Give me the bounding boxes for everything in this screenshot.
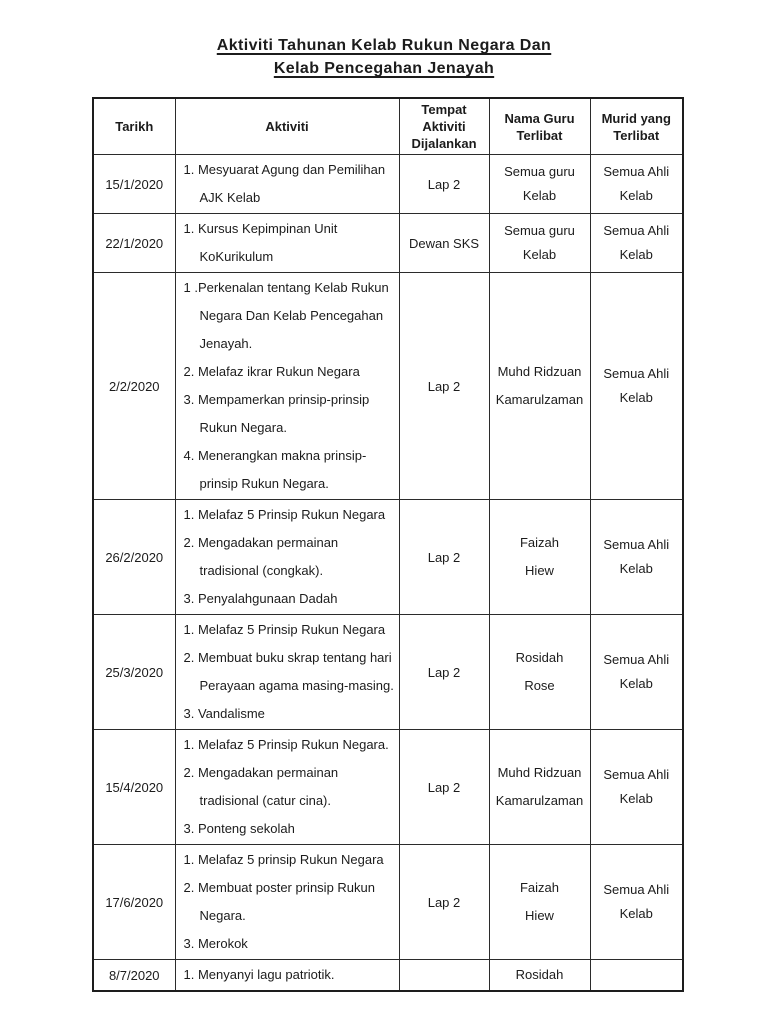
students-line: Kelab [619,676,653,691]
activity-line: 3. Vandalisme [183,706,265,721]
activity-line: 1. Mesyuarat Agung dan Pemilihan [183,162,386,177]
teacher-cell [489,155,590,214]
students-line: Semua Ahli [603,366,670,381]
activities-cell [175,960,399,992]
place-cell: Lap 2 [399,615,489,730]
title-line-1: Aktiviti Tahunan Kelab Rukun Negara Dan [216,37,552,54]
activity-line: 1. Melafaz 5 Prinsip Rukun Negara. [183,737,389,752]
students-line: Semua Ahli [603,882,670,897]
students-line: Kelab [619,561,653,576]
activities-cell [175,845,399,960]
date-cell: 25/3/2020 [93,615,175,730]
activity-line: 3. Ponteng sekolah [183,821,295,836]
activity-line: 1. Melafaz 5 Prinsip Rukun Negara [183,507,386,522]
place-cell: Lap 2 [399,273,489,500]
students-cell [590,214,683,273]
teacher-cell [489,500,590,615]
teacher-name-line: Rose [524,678,555,693]
date-cell: 8/7/2020 [93,960,175,992]
header-row [93,98,683,155]
teacher-cell [489,960,590,992]
place-cell: Lap 2 [399,845,489,960]
place-cell [399,960,489,992]
activities-cell [175,730,399,845]
activity-line: Jenayah. [199,336,253,351]
activity-line: 2. Membuat buku skrap tentang hari [183,650,392,665]
teacher-name-line: Faizah [519,880,560,895]
students-cell [590,273,683,500]
column-header-nama-guru-terlibat: Nama Guru Terlibat [489,98,590,155]
table-row [93,273,683,500]
column-header-aktiviti: Aktiviti [175,98,399,155]
activity-line: 2. Mengadakan permainan [183,765,339,780]
activity-line: 4. Menerangkan makna prinsip- [183,448,367,463]
teacher-cell [489,273,590,500]
activity-line: tradisional (catur cina). [199,793,331,808]
activity-line: prinsip Rukun Negara. [199,476,329,491]
teacher-cell [489,845,590,960]
students-line: Semua Ahli [603,652,670,667]
students-cell [590,730,683,845]
teacher-cell [489,615,590,730]
activity-line: 1. Melafaz 5 Prinsip Rukun Negara [183,622,386,637]
activity-line: 3. Mempamerkan prinsip-prinsip [183,392,370,407]
teacher-name-line: Hiew [525,908,554,923]
activity-line: Rukun Negara. [199,420,287,435]
students-line: Kelab [619,906,653,921]
activity-line: KoKurikulum [199,249,274,264]
students-cell [590,845,683,960]
activity-line: 2. Membuat poster prinsip Rukun [183,880,375,895]
document-title [0,0,768,80]
date-cell: 22/1/2020 [93,214,175,273]
table-row [93,615,683,730]
activities-cell [175,214,399,273]
activity-line: 1. Menyanyi lagu patriotik. [183,967,335,982]
date-cell: 17/6/2020 [93,845,175,960]
date-cell: 15/1/2020 [93,155,175,214]
activity-line: Perayaan agama masing-masing. [199,678,394,693]
table-row [93,500,683,615]
teacher-name-line: Kelab [522,188,557,203]
activity-line: 1. Kursus Kepimpinan Unit [183,221,338,236]
teacher-cell [489,214,590,273]
activity-line: Negara Dan Kelab Pencegahan [199,308,384,323]
students-cell [590,615,683,730]
students-cell [590,500,683,615]
students-cell [590,960,683,992]
activity-line: 2. Mengadakan permainan [183,535,339,550]
activities-cell [175,500,399,615]
place-cell: Lap 2 [399,155,489,214]
table-row [93,214,683,273]
column-header-murid-yang-terlibat: Murid yang Terlibat [590,98,683,155]
teacher-name-line: Muhd Ridzuan [497,765,582,780]
activity-line: 1. Melafaz 5 prinsip Rukun Negara [183,852,384,867]
table-row [93,960,683,992]
students-line: Semua Ahli [603,223,670,238]
activity-line: 2. Melafaz ikrar Rukun Negara [183,364,360,379]
activities-cell [175,615,399,730]
students-line: Kelab [619,791,653,806]
students-line: Kelab [619,247,653,262]
students-line: Semua Ahli [603,537,670,552]
activity-line: tradisional (congkak). [199,563,324,578]
teacher-name-line: Hiew [525,563,554,578]
title-line-2: Kelab Pencegahan Jenayah [273,60,495,77]
teacher-name-line: Semua guru [504,164,575,179]
students-line: Semua Ahli [603,164,670,179]
activity-line: Negara. [199,908,246,923]
table-row [93,730,683,845]
activity-line: 3. Penyalahgunaan Dadah [183,591,338,606]
teacher-name-line: Rosidah [515,967,564,982]
table-row [93,845,683,960]
date-cell: 2/2/2020 [93,273,175,500]
teacher-name-line: Kamarulzaman [495,793,584,808]
place-cell: Lap 2 [399,730,489,845]
column-header-tarikh: Tarikh [93,98,175,155]
students-line: Kelab [619,390,653,405]
teacher-cell [489,730,590,845]
students-line: Kelab [619,188,653,203]
activities-table [92,97,684,992]
teacher-name-line: Semua guru [504,223,575,238]
activities-cell [175,155,399,214]
place-cell: Lap 2 [399,500,489,615]
students-line: Semua Ahli [603,767,670,782]
teacher-name-line: Rosidah [515,650,564,665]
teacher-name-line: Kamarulzaman [495,392,584,407]
activity-line: 3. Merokok [183,936,248,951]
activity-line: AJK Kelab [199,190,261,205]
teacher-name-line: Faizah [519,535,560,550]
teacher-name-line: Muhd Ridzuan [497,364,582,379]
table-row [93,155,683,214]
date-cell: 15/4/2020 [93,730,175,845]
date-cell: 26/2/2020 [93,500,175,615]
activity-line: 1 .Perkenalan tentang Kelab Rukun [183,280,389,295]
students-cell [590,155,683,214]
activities-cell [175,273,399,500]
column-header-tempat-aktiviti-dijalankan: Tempat Aktiviti Dijalankan [399,98,489,155]
teacher-name-line: Kelab [522,247,557,262]
place-cell: Dewan SKS [399,214,489,273]
